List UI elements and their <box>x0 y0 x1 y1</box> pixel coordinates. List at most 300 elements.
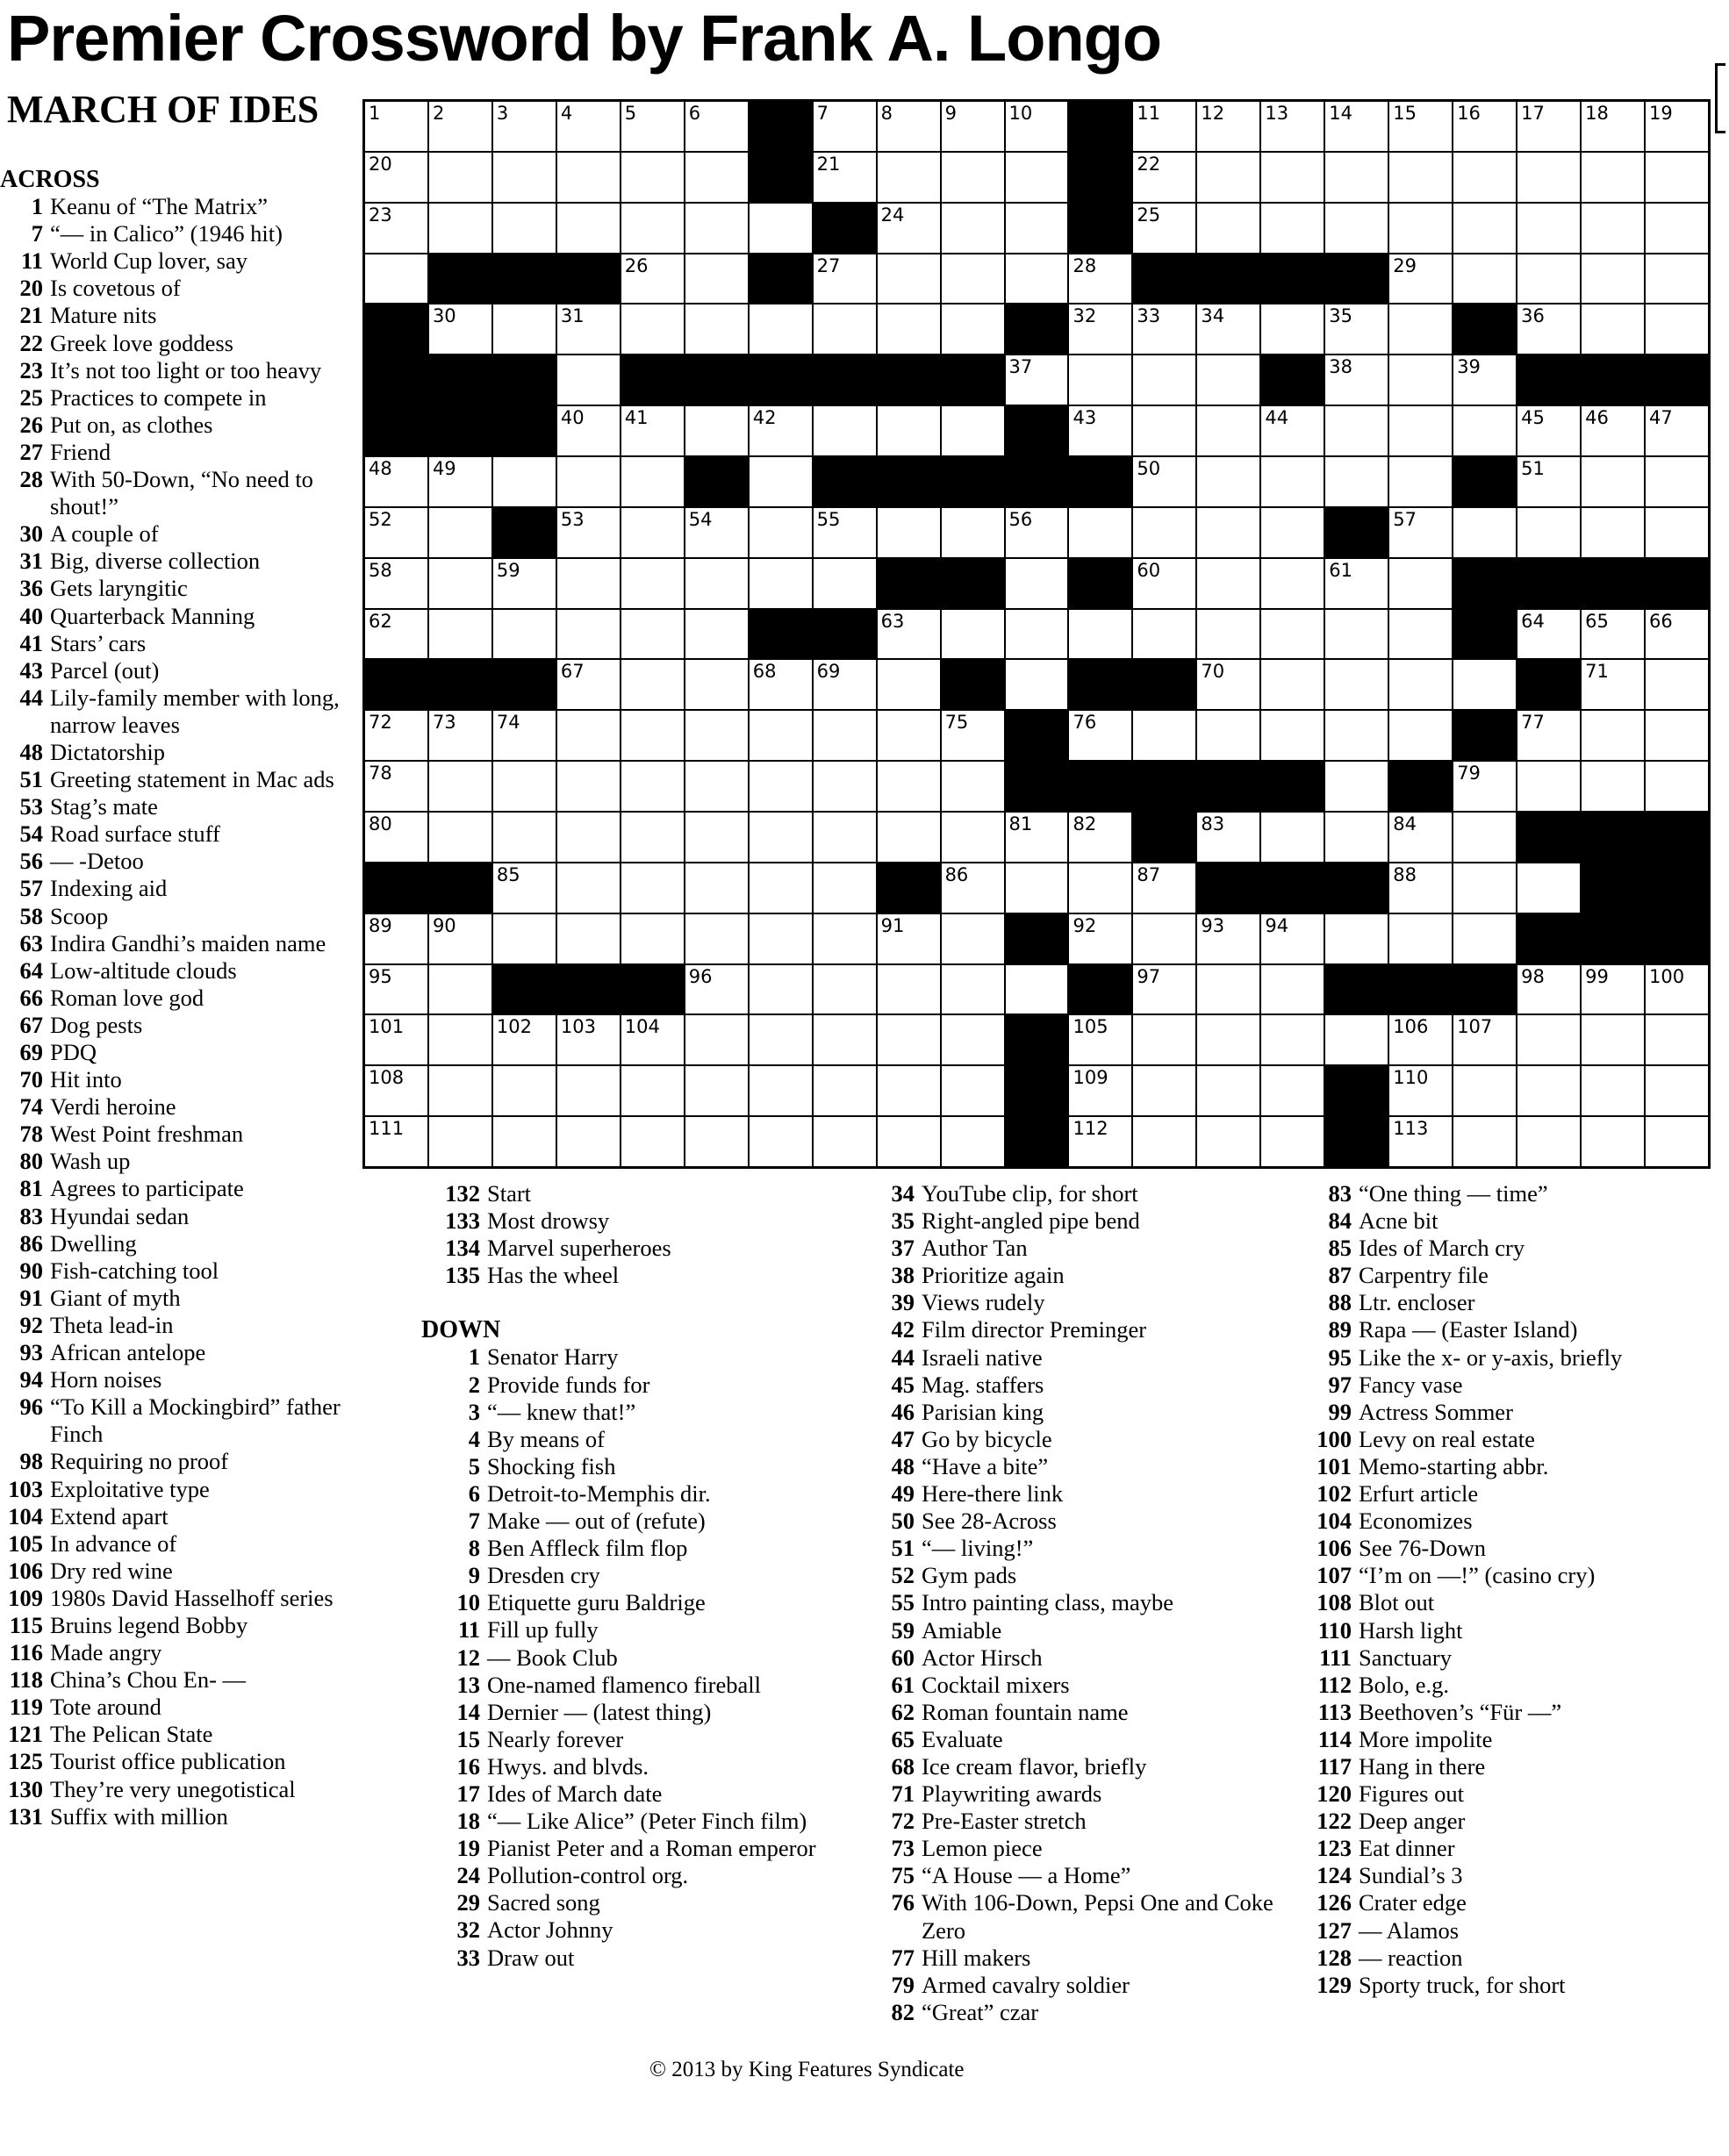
grid-cell[interactable] <box>1389 1015 1452 1064</box>
grid-cell[interactable] <box>685 610 748 659</box>
grid-cell[interactable] <box>942 508 1004 557</box>
grid-cell[interactable] <box>1069 610 1131 659</box>
grid-cell[interactable] <box>429 762 491 811</box>
grid-cell[interactable] <box>750 711 812 760</box>
grid-cell[interactable] <box>1517 711 1580 760</box>
grid-cell[interactable] <box>621 254 684 304</box>
grid-cell[interactable] <box>621 813 684 862</box>
grid-cell[interactable] <box>429 457 491 506</box>
grid-cell[interactable] <box>814 508 876 557</box>
grid-cell[interactable] <box>1261 559 1324 608</box>
grid-cell[interactable] <box>942 965 1004 1014</box>
grid-cell[interactable] <box>1197 660 1259 709</box>
grid-cell[interactable] <box>878 711 940 760</box>
grid-cell[interactable] <box>1261 1117 1324 1166</box>
grid-cell[interactable] <box>942 1066 1004 1115</box>
grid-cell[interactable] <box>493 1117 556 1166</box>
grid-cell[interactable] <box>621 762 684 811</box>
grid-cell[interactable] <box>942 153 1004 202</box>
grid-cell[interactable] <box>1133 1117 1195 1166</box>
grid-cell[interactable] <box>1582 965 1644 1014</box>
grid-cell[interactable] <box>1325 153 1388 202</box>
grid-cell[interactable] <box>1006 660 1068 709</box>
grid-cell[interactable] <box>429 204 491 253</box>
grid-cell[interactable] <box>1261 660 1324 709</box>
grid-cell[interactable] <box>942 610 1004 659</box>
grid-cell[interactable] <box>814 1015 876 1064</box>
grid-cell[interactable] <box>750 1117 812 1166</box>
grid-cell[interactable] <box>1261 1015 1324 1064</box>
grid-cell[interactable] <box>878 204 940 253</box>
grid-cell[interactable] <box>814 153 876 202</box>
grid-cell[interactable] <box>621 711 684 760</box>
grid-cell[interactable] <box>1582 457 1644 506</box>
grid-cell[interactable] <box>1646 660 1708 709</box>
grid-cell[interactable] <box>1133 355 1195 405</box>
grid-cell[interactable] <box>557 1066 620 1115</box>
grid-cell[interactable] <box>814 1117 876 1166</box>
grid-cell[interactable] <box>1197 711 1259 760</box>
grid-cell[interactable] <box>814 406 876 455</box>
grid-cell[interactable] <box>621 304 684 354</box>
grid-cell[interactable] <box>814 559 876 608</box>
grid-cell[interactable] <box>750 508 812 557</box>
grid-cell[interactable] <box>557 1015 620 1064</box>
grid-cell[interactable] <box>685 1066 748 1115</box>
grid-cell[interactable] <box>365 762 427 811</box>
grid-cell[interactable] <box>1646 204 1708 253</box>
grid-cell[interactable] <box>1517 1066 1580 1115</box>
grid-cell[interactable] <box>429 153 491 202</box>
grid-cell[interactable] <box>1389 1117 1452 1166</box>
grid-cell[interactable] <box>750 762 812 811</box>
grid-cell[interactable] <box>429 1015 491 1064</box>
grid-cell[interactable] <box>750 863 812 913</box>
grid-cell[interactable] <box>942 102 1004 151</box>
grid-cell[interactable] <box>685 1117 748 1166</box>
grid-cell[interactable] <box>557 355 620 405</box>
grid-cell[interactable] <box>1133 1015 1195 1064</box>
grid-cell[interactable] <box>1325 304 1388 354</box>
grid-cell[interactable] <box>365 508 427 557</box>
grid-cell[interactable] <box>1453 254 1516 304</box>
grid-cell[interactable] <box>685 711 748 760</box>
grid-cell[interactable] <box>1261 508 1324 557</box>
grid-cell[interactable] <box>1006 355 1068 405</box>
grid-cell[interactable] <box>814 762 876 811</box>
grid-cell[interactable] <box>878 1015 940 1064</box>
grid-cell[interactable] <box>685 762 748 811</box>
grid-cell[interactable] <box>942 406 1004 455</box>
grid-cell[interactable] <box>1582 1015 1644 1064</box>
grid-cell[interactable] <box>1389 304 1452 354</box>
grid-cell[interactable] <box>1389 813 1452 862</box>
grid-cell[interactable] <box>1646 304 1708 354</box>
grid-cell[interactable] <box>1646 457 1708 506</box>
grid-cell[interactable] <box>1517 508 1580 557</box>
grid-cell[interactable] <box>1517 1015 1580 1064</box>
grid-cell[interactable] <box>1069 355 1131 405</box>
grid-cell[interactable] <box>1261 965 1324 1014</box>
grid-cell[interactable] <box>1453 660 1516 709</box>
grid-cell[interactable] <box>750 559 812 608</box>
grid-cell[interactable] <box>1325 660 1388 709</box>
grid-cell[interactable] <box>557 711 620 760</box>
grid-cell[interactable] <box>493 1015 556 1064</box>
grid-cell[interactable] <box>1133 610 1195 659</box>
grid-cell[interactable] <box>1197 813 1259 862</box>
grid-cell[interactable] <box>685 1015 748 1064</box>
grid-cell[interactable] <box>1197 102 1259 151</box>
grid-cell[interactable] <box>493 762 556 811</box>
grid-cell[interactable] <box>365 153 427 202</box>
grid-cell[interactable] <box>1389 660 1452 709</box>
grid-cell[interactable] <box>1389 863 1452 913</box>
grid-cell[interactable] <box>1006 610 1068 659</box>
grid-cell[interactable] <box>1006 508 1068 557</box>
grid-cell[interactable] <box>1069 254 1131 304</box>
grid-cell[interactable] <box>942 1117 1004 1166</box>
grid-cell[interactable] <box>1646 610 1708 659</box>
grid-cell[interactable] <box>878 1117 940 1166</box>
grid-cell[interactable] <box>1646 1117 1708 1166</box>
grid-cell[interactable] <box>1646 102 1708 151</box>
grid-cell[interactable] <box>1517 762 1580 811</box>
grid-cell[interactable] <box>685 406 748 455</box>
grid-cell[interactable] <box>942 813 1004 862</box>
grid-cell[interactable] <box>557 610 620 659</box>
grid-cell[interactable] <box>1197 355 1259 405</box>
grid-cell[interactable] <box>1582 1066 1644 1115</box>
grid-cell[interactable] <box>1517 254 1580 304</box>
grid-cell[interactable] <box>1069 406 1131 455</box>
grid-cell[interactable] <box>942 711 1004 760</box>
grid-cell[interactable] <box>1646 711 1708 760</box>
grid-cell[interactable] <box>557 204 620 253</box>
grid-cell[interactable] <box>1197 559 1259 608</box>
grid-cell[interactable] <box>685 965 748 1014</box>
grid-cell[interactable] <box>1453 863 1516 913</box>
grid-cell[interactable] <box>1133 1066 1195 1115</box>
grid-cell[interactable] <box>878 304 940 354</box>
grid-cell[interactable] <box>365 813 427 862</box>
grid-cell[interactable] <box>878 1066 940 1115</box>
grid-cell[interactable] <box>942 914 1004 963</box>
grid-cell[interactable] <box>1133 457 1195 506</box>
grid-cell[interactable] <box>1582 762 1644 811</box>
grid-cell[interactable] <box>1325 355 1388 405</box>
grid-cell[interactable] <box>1197 304 1259 354</box>
grid-cell[interactable] <box>685 153 748 202</box>
grid-cell[interactable] <box>878 508 940 557</box>
grid-cell[interactable] <box>1197 610 1259 659</box>
grid-cell[interactable] <box>750 406 812 455</box>
grid-cell[interactable] <box>1453 914 1516 963</box>
grid-cell[interactable] <box>1517 863 1580 913</box>
grid-cell[interactable] <box>1389 153 1452 202</box>
grid-cell[interactable] <box>1582 153 1644 202</box>
grid-cell[interactable] <box>814 813 876 862</box>
grid-cell[interactable] <box>878 914 940 963</box>
grid-cell[interactable] <box>1646 965 1708 1014</box>
grid-cell[interactable] <box>1646 153 1708 202</box>
grid-cell[interactable] <box>878 762 940 811</box>
grid-cell[interactable] <box>429 711 491 760</box>
grid-cell[interactable] <box>1582 204 1644 253</box>
grid-cell[interactable] <box>1389 204 1452 253</box>
grid-cell[interactable] <box>557 508 620 557</box>
grid-cell[interactable] <box>1453 1015 1516 1064</box>
grid-cell[interactable] <box>1197 508 1259 557</box>
grid-cell[interactable] <box>1517 204 1580 253</box>
grid-cell[interactable] <box>1261 153 1324 202</box>
grid-cell[interactable] <box>557 813 620 862</box>
grid-cell[interactable] <box>750 914 812 963</box>
grid-cell[interactable] <box>621 914 684 963</box>
grid-cell[interactable] <box>1261 813 1324 862</box>
grid-cell[interactable] <box>429 610 491 659</box>
grid-cell[interactable] <box>1389 102 1452 151</box>
grid-cell[interactable] <box>621 204 684 253</box>
grid-cell[interactable] <box>1133 102 1195 151</box>
grid-cell[interactable] <box>1646 508 1708 557</box>
grid-cell[interactable] <box>429 813 491 862</box>
grid-cell[interactable] <box>942 304 1004 354</box>
grid-cell[interactable] <box>557 304 620 354</box>
grid-cell[interactable] <box>1453 508 1516 557</box>
grid-cell[interactable] <box>621 1015 684 1064</box>
grid-cell[interactable] <box>1197 1117 1259 1166</box>
grid-cell[interactable] <box>1006 965 1068 1014</box>
grid-cell[interactable] <box>1069 304 1131 354</box>
grid-cell[interactable] <box>1197 1066 1259 1115</box>
grid-cell[interactable] <box>1389 355 1452 405</box>
grid-cell[interactable] <box>1325 102 1388 151</box>
grid-cell[interactable] <box>685 102 748 151</box>
grid-cell[interactable] <box>1133 204 1195 253</box>
grid-cell[interactable] <box>878 153 940 202</box>
grid-cell[interactable] <box>1133 304 1195 354</box>
grid-cell[interactable] <box>1325 1015 1388 1064</box>
grid-cell[interactable] <box>878 610 940 659</box>
grid-cell[interactable] <box>1453 204 1516 253</box>
grid-cell[interactable] <box>750 304 812 354</box>
grid-cell[interactable] <box>429 965 491 1014</box>
grid-cell[interactable] <box>1006 204 1068 253</box>
grid-cell[interactable] <box>1517 457 1580 506</box>
grid-cell[interactable] <box>493 711 556 760</box>
grid-cell[interactable] <box>1006 153 1068 202</box>
grid-cell[interactable] <box>621 863 684 913</box>
grid-cell[interactable] <box>750 1015 812 1064</box>
grid-cell[interactable] <box>1197 914 1259 963</box>
grid-cell[interactable] <box>365 610 427 659</box>
grid-cell[interactable] <box>1517 965 1580 1014</box>
grid-cell[interactable] <box>493 813 556 862</box>
grid-cell[interactable] <box>365 204 427 253</box>
grid-cell[interactable] <box>750 965 812 1014</box>
grid-cell[interactable] <box>1069 1117 1131 1166</box>
grid-cell[interactable] <box>878 660 940 709</box>
grid-cell[interactable] <box>557 762 620 811</box>
grid-cell[interactable] <box>1133 711 1195 760</box>
grid-cell[interactable] <box>1006 813 1068 862</box>
grid-cell[interactable] <box>878 254 940 304</box>
grid-cell[interactable] <box>1006 254 1068 304</box>
grid-cell[interactable] <box>1517 153 1580 202</box>
grid-cell[interactable] <box>1325 914 1388 963</box>
grid-cell[interactable] <box>493 153 556 202</box>
grid-cell[interactable] <box>493 457 556 506</box>
grid-cell[interactable] <box>1325 762 1388 811</box>
grid-cell[interactable] <box>429 1066 491 1115</box>
grid-cell[interactable] <box>365 711 427 760</box>
grid-cell[interactable] <box>814 102 876 151</box>
grid-cell[interactable] <box>429 914 491 963</box>
grid-cell[interactable] <box>814 863 876 913</box>
grid-cell[interactable] <box>621 508 684 557</box>
grid-cell[interactable] <box>1325 813 1388 862</box>
grid-cell[interactable] <box>493 914 556 963</box>
grid-cell[interactable] <box>621 1117 684 1166</box>
grid-cell[interactable] <box>1646 762 1708 811</box>
grid-cell[interactable] <box>1389 406 1452 455</box>
grid-cell[interactable] <box>750 660 812 709</box>
grid-cell[interactable] <box>1582 254 1644 304</box>
grid-cell[interactable] <box>365 254 427 304</box>
grid-cell[interactable] <box>621 406 684 455</box>
grid-cell[interactable] <box>1069 813 1131 862</box>
grid-cell[interactable] <box>1069 914 1131 963</box>
grid-cell[interactable] <box>942 863 1004 913</box>
grid-cell[interactable] <box>1133 153 1195 202</box>
grid-cell[interactable] <box>685 508 748 557</box>
grid-cell[interactable] <box>750 457 812 506</box>
grid-cell[interactable] <box>1069 508 1131 557</box>
grid-cell[interactable] <box>750 204 812 253</box>
grid-cell[interactable] <box>429 102 491 151</box>
grid-cell[interactable] <box>1325 457 1388 506</box>
grid-cell[interactable] <box>1453 1117 1516 1166</box>
grid-cell[interactable] <box>621 153 684 202</box>
grid-cell[interactable] <box>1133 559 1195 608</box>
grid-cell[interactable] <box>1197 965 1259 1014</box>
grid-cell[interactable] <box>365 914 427 963</box>
grid-cell[interactable] <box>1197 1015 1259 1064</box>
grid-cell[interactable] <box>1133 406 1195 455</box>
grid-cell[interactable] <box>1261 102 1324 151</box>
grid-cell[interactable] <box>1133 965 1195 1014</box>
grid-cell[interactable] <box>1069 1066 1131 1115</box>
grid-cell[interactable] <box>1582 660 1644 709</box>
grid-cell[interactable] <box>621 457 684 506</box>
grid-cell[interactable] <box>1261 711 1324 760</box>
grid-cell[interactable] <box>557 406 620 455</box>
grid-cell[interactable] <box>1006 102 1068 151</box>
grid-cell[interactable] <box>1197 204 1259 253</box>
grid-cell[interactable] <box>365 457 427 506</box>
grid-cell[interactable] <box>557 457 620 506</box>
grid-cell[interactable] <box>365 1066 427 1115</box>
grid-cell[interactable] <box>878 102 940 151</box>
grid-cell[interactable] <box>493 102 556 151</box>
grid-cell[interactable] <box>1261 204 1324 253</box>
grid-cell[interactable] <box>1582 508 1644 557</box>
grid-cell[interactable] <box>1453 406 1516 455</box>
grid-cell[interactable] <box>1517 304 1580 354</box>
grid-cell[interactable] <box>814 304 876 354</box>
grid-cell[interactable] <box>1197 153 1259 202</box>
grid-cell[interactable] <box>878 406 940 455</box>
grid-cell[interactable] <box>1069 711 1131 760</box>
grid-cell[interactable] <box>1133 914 1195 963</box>
grid-cell[interactable] <box>1325 559 1388 608</box>
crossword-grid[interactable] <box>362 99 1711 1169</box>
grid-cell[interactable] <box>814 914 876 963</box>
grid-cell[interactable] <box>1261 1066 1324 1115</box>
grid-cell[interactable] <box>1453 1066 1516 1115</box>
grid-cell[interactable] <box>1517 610 1580 659</box>
grid-cell[interactable] <box>685 204 748 253</box>
grid-cell[interactable] <box>878 813 940 862</box>
grid-cell[interactable] <box>1069 863 1131 913</box>
grid-cell[interactable] <box>1453 153 1516 202</box>
grid-cell[interactable] <box>1582 711 1644 760</box>
grid-cell[interactable] <box>1646 1015 1708 1064</box>
grid-cell[interactable] <box>1582 304 1644 354</box>
grid-cell[interactable] <box>1197 406 1259 455</box>
grid-cell[interactable] <box>493 863 556 913</box>
grid-cell[interactable] <box>1453 355 1516 405</box>
grid-cell[interactable] <box>1069 1015 1131 1064</box>
grid-cell[interactable] <box>493 204 556 253</box>
grid-cell[interactable] <box>685 254 748 304</box>
grid-cell[interactable] <box>685 304 748 354</box>
grid-cell[interactable] <box>685 914 748 963</box>
grid-cell[interactable] <box>942 254 1004 304</box>
grid-cell[interactable] <box>878 965 940 1014</box>
grid-cell[interactable] <box>1261 457 1324 506</box>
grid-cell[interactable] <box>557 102 620 151</box>
grid-cell[interactable] <box>1389 559 1452 608</box>
grid-cell[interactable] <box>1389 508 1452 557</box>
grid-cell[interactable] <box>1582 610 1644 659</box>
grid-cell[interactable] <box>1646 406 1708 455</box>
grid-cell[interactable] <box>429 559 491 608</box>
grid-cell[interactable] <box>621 1066 684 1115</box>
grid-cell[interactable] <box>750 1066 812 1115</box>
grid-cell[interactable] <box>750 813 812 862</box>
grid-cell[interactable] <box>1389 254 1452 304</box>
grid-cell[interactable] <box>942 762 1004 811</box>
grid-cell[interactable] <box>685 813 748 862</box>
grid-cell[interactable] <box>1325 610 1388 659</box>
grid-cell[interactable] <box>1261 914 1324 963</box>
grid-cell[interactable] <box>1646 254 1708 304</box>
grid-cell[interactable] <box>1389 1066 1452 1115</box>
grid-cell[interactable] <box>1453 813 1516 862</box>
grid-cell[interactable] <box>1646 1066 1708 1115</box>
grid-cell[interactable] <box>1133 508 1195 557</box>
grid-cell[interactable] <box>942 1015 1004 1064</box>
grid-cell[interactable] <box>493 559 556 608</box>
grid-cell[interactable] <box>621 660 684 709</box>
grid-cell[interactable] <box>1325 406 1388 455</box>
grid-cell[interactable] <box>1582 406 1644 455</box>
grid-cell[interactable] <box>365 1015 427 1064</box>
grid-cell[interactable] <box>493 304 556 354</box>
grid-cell[interactable] <box>685 863 748 913</box>
